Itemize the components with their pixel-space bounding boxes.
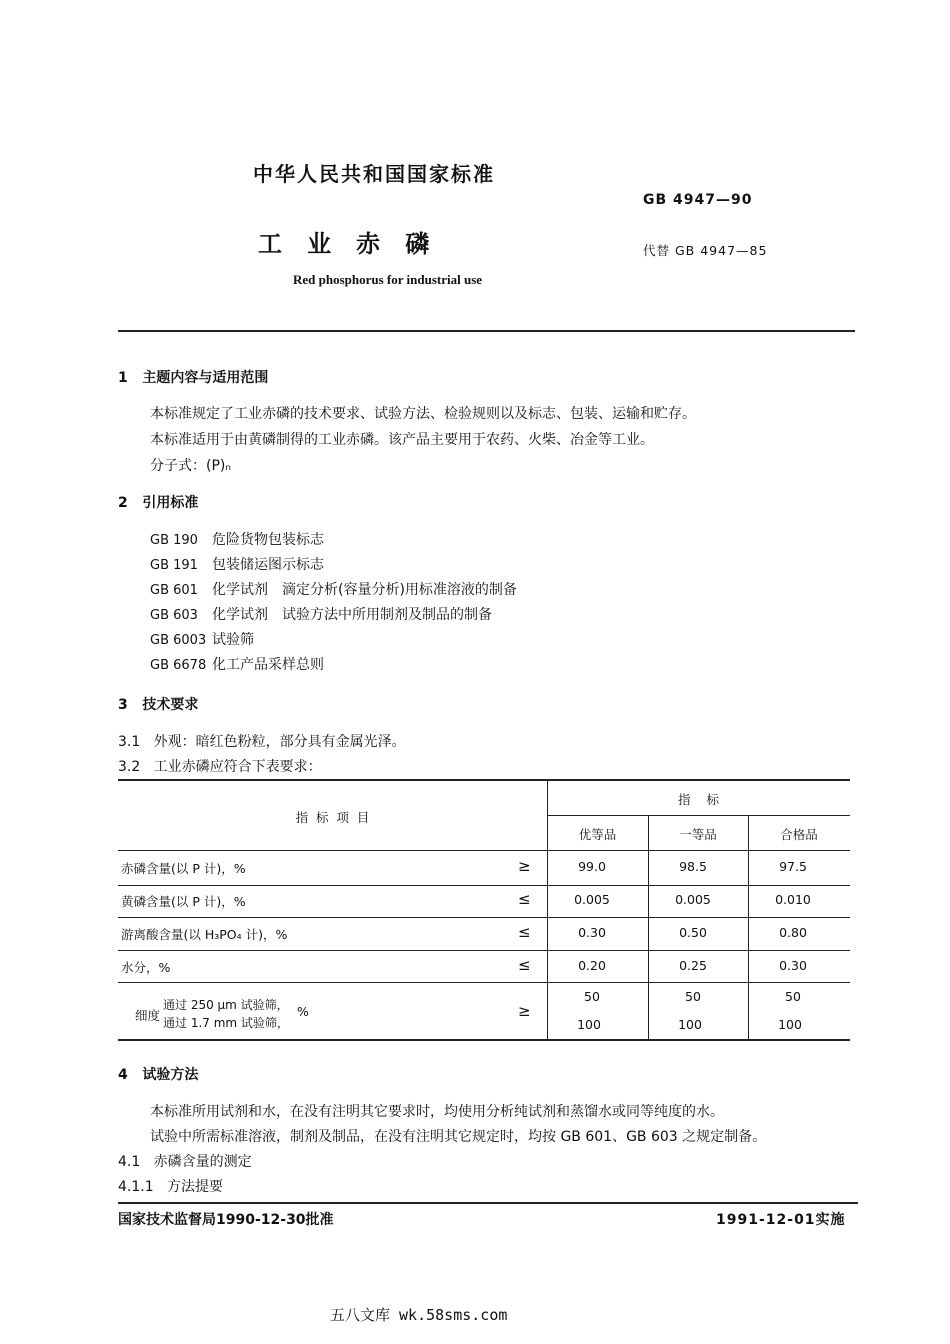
- footer-rule: [118, 1202, 858, 1204]
- fineness-sub-1: 通过 250 μm 试验筛，: [163, 998, 289, 1012]
- reference-name: 包装储运图示标志: [212, 557, 324, 573]
- reference-item: [150, 629, 254, 649]
- comparison-symbol: ≥: [518, 857, 531, 875]
- grade-header: 一等品: [679, 827, 717, 842]
- paragraph: 试验中所需标准溶液，制剂及制品，在没有注明其它规定时，均按 GB 601、GB 603 之规定制备。: [150, 1129, 767, 1145]
- clause-number: 4.1.1: [118, 1179, 154, 1195]
- clause-text: 外观：暗红色粉粒，部分具有金属光泽。: [153, 734, 406, 750]
- reference-code: GB 191: [150, 558, 198, 573]
- table-cell: 0.50: [679, 925, 707, 940]
- row-label: 游离酸含量(以 H₃PO₄ 计)，%: [121, 927, 288, 942]
- reference-name: 危险货物包装标志: [212, 532, 324, 548]
- table-cell: 50: [584, 989, 600, 1004]
- standard-number: GB 4947—90: [643, 192, 753, 208]
- clause-number: 3.1: [118, 734, 141, 750]
- table-cell: 0.20: [578, 958, 606, 973]
- index-header: 指 标: [678, 792, 719, 807]
- section-title: 引用标准: [142, 495, 199, 511]
- section-4-heading: [118, 1064, 198, 1084]
- reference-code: GB 6003: [150, 633, 207, 648]
- fineness-sub-2: 通过 1.7 mm 试验筛，: [163, 1016, 289, 1030]
- grade-header: 优等品: [578, 827, 617, 842]
- section-1-heading: [118, 367, 268, 387]
- table-cell: 50: [785, 989, 801, 1004]
- table-cell: 0.30: [578, 925, 606, 940]
- table-cell: 100: [778, 1017, 802, 1032]
- effective-date: 1991-12-01实施: [716, 1212, 846, 1228]
- paragraph: 本标准规定了工业赤磷的技术要求、试验方法、检验规则以及标志、包装、运输和贮存。: [150, 406, 696, 422]
- watermark: 五八文库 wk.58sms.com: [330, 1306, 508, 1324]
- table-cell: 0.80: [779, 925, 807, 940]
- table-cell: 98.5: [679, 859, 707, 874]
- item-header: 指 标 项 目: [295, 810, 370, 825]
- section-number: 1: [118, 370, 128, 386]
- fineness-label: 细度: [135, 1008, 161, 1023]
- clause-text: 赤磷含量的测定: [153, 1154, 252, 1170]
- paragraph: 本标准所用试剂和水，在没有注明其它要求时，均使用分析纯试剂和蒸馏水或同等纯度的水。: [150, 1104, 724, 1120]
- reference-name: 试验筛: [212, 632, 254, 648]
- clause-text: 方法提要: [166, 1179, 223, 1195]
- table-cell: 100: [577, 1017, 601, 1032]
- reference-item: [150, 604, 492, 624]
- section-title: 主题内容与适用范围: [142, 370, 269, 386]
- reference-code: GB 6678: [150, 658, 207, 673]
- reference-name: 化学试剂 滴定分析(容量分析)用标准溶液的制备: [212, 582, 517, 598]
- section-title: 试验方法: [142, 1067, 199, 1083]
- table-cell: 97.5: [779, 859, 807, 874]
- reference-item: [150, 554, 324, 574]
- row-label: 水分，%: [121, 960, 171, 975]
- table-cell: 99.0: [578, 859, 606, 874]
- section-number: 3: [118, 697, 128, 713]
- section-number: 4: [118, 1067, 128, 1083]
- paragraph: 本标准适用于由黄磷制得的工业赤磷。该产品主要用于农药、火柴、冶金等工业。: [150, 432, 654, 448]
- clause-3-2: [118, 756, 322, 776]
- table-cell: 0.30: [779, 958, 807, 973]
- section-number: 2: [118, 495, 128, 511]
- table-cell: 0.25: [679, 958, 707, 973]
- comparison-symbol: ≤: [518, 956, 531, 974]
- comparison-symbol: ≤: [518, 890, 531, 908]
- clause-text: 工业赤磷应符合下表要求：: [153, 759, 322, 775]
- clause-number: 3.2: [118, 759, 141, 775]
- header-rule: [118, 330, 855, 332]
- table-cell: 100: [678, 1017, 702, 1032]
- table-cell: 0.010: [775, 892, 811, 907]
- section-title: 技术要求: [142, 697, 199, 713]
- doc-title: 工 业 赤 磷: [258, 230, 430, 258]
- row-label: 赤磷含量(以 P 计)，%: [121, 861, 246, 876]
- table-cell: 0.005: [675, 892, 711, 907]
- clause-4-1-1: [118, 1176, 223, 1196]
- clause-number: 4.1: [118, 1154, 141, 1170]
- reference-name: 化工产品采样总则: [212, 657, 324, 673]
- clause-4-1: [118, 1151, 252, 1171]
- section-3-heading: [118, 694, 198, 714]
- reference-item: [150, 654, 324, 674]
- grade-header: 合格品: [780, 827, 818, 842]
- reference-code: GB 603: [150, 608, 198, 623]
- comparison-symbol: ≤: [518, 923, 531, 941]
- reference-item: [150, 529, 324, 549]
- fineness-unit: %: [297, 1004, 309, 1019]
- table-cell: 0.005: [574, 892, 610, 907]
- table-cell: 50: [685, 989, 701, 1004]
- org-title: 中华人民共和国国家标准: [253, 162, 495, 186]
- title-english: Red phosphorus for industrial use: [293, 272, 483, 287]
- replaces-note: 代替 GB 4947—85: [643, 243, 768, 258]
- reference-code: GB 190: [150, 533, 198, 548]
- row-label: 黄磷含量(以 P 计)，%: [121, 894, 246, 909]
- comparison-symbol: ≥: [518, 1002, 531, 1020]
- section-2-heading: [118, 492, 198, 512]
- approval-date: 国家技术监督局1990-12-30批准: [118, 1212, 334, 1228]
- reference-code: GB 601: [150, 583, 198, 598]
- reference-item: [150, 579, 517, 599]
- clause-3-1: [118, 731, 406, 751]
- reference-name: 化学试剂 试验方法中所用制剂及制品的制备: [212, 607, 492, 623]
- paragraph: 分子式：(P)ₙ: [150, 458, 231, 474]
